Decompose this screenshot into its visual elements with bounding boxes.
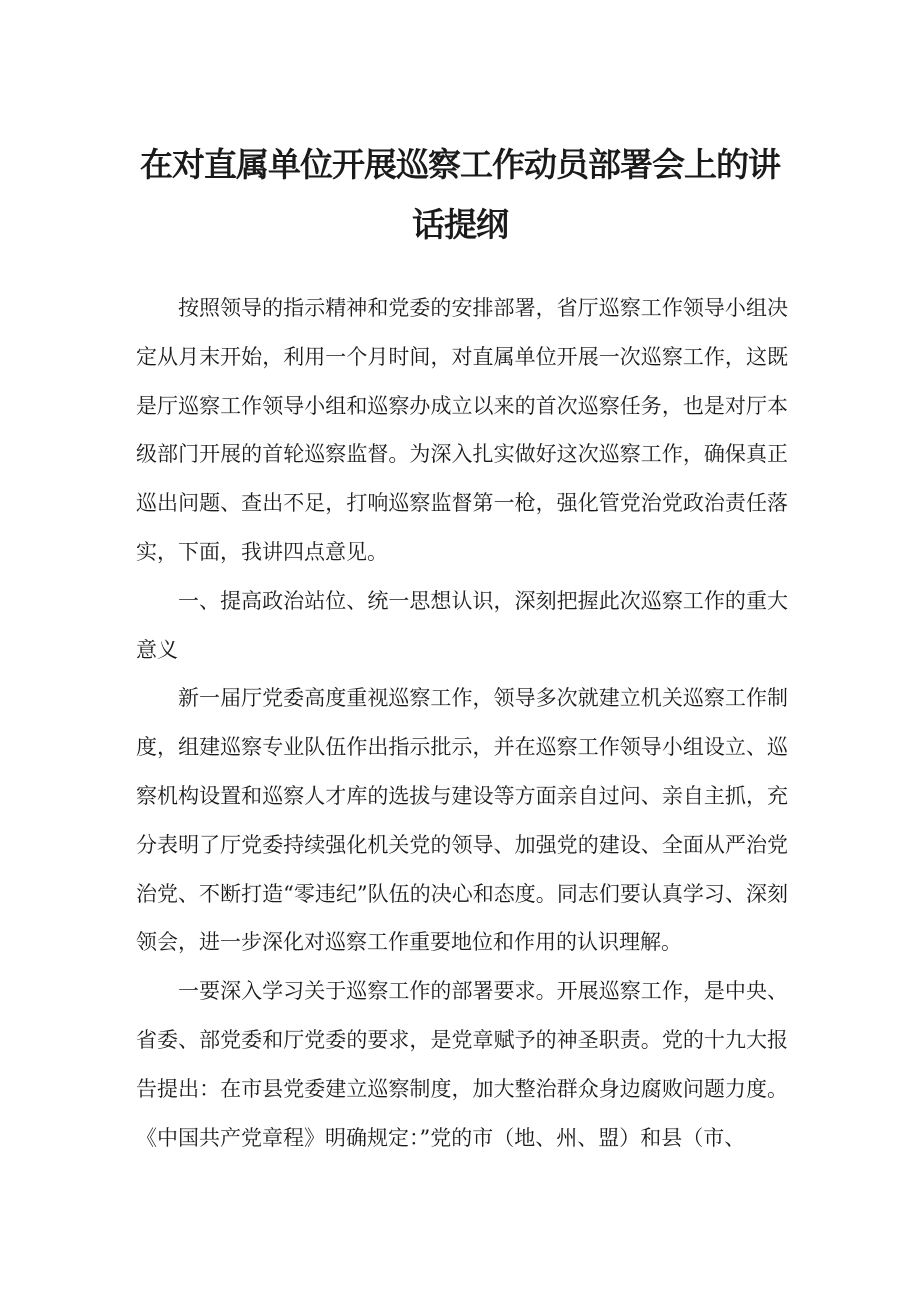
section-heading-1: 一、提高政治站位、统一思想认识，深刻把握此次巡察工作的重大意义: [136, 588, 788, 662]
document-title-line-1: 在对直属单位开展巡察工作动员部署会上的讲: [140, 145, 780, 184]
document-title-line-2: 话提纲: [412, 205, 508, 244]
paragraph-intro: 按照领导的指示精神和党委的安排部署，省厅巡察工作领导小组决定从月末开始，利用一个月时间，对直属单位开展一次巡察工作，这既是厅巡察工作领导小组和巡察办成立以来的首次巡察任务，也是对厅本级部门开展的首轮巡察监督。为深入扎实做好这次巡察工作，确保真正巡出问题、查出不足，打响巡察监督第一枪，强化管党治党政治责任落实，下面，我讲四点意见。: [136, 296, 788, 564]
paragraph-section-1: 新一届厅党委高度重视巡察工作，领导多次就建立机关巡察工作制度，组建巡察专业队伍作出指示批示，并在巡察工作领导小组设立、巡察机构设置和巡察人才库的选拔与建设等方面亲自过问、亲自主抓，充分表明了厅党委持续强化机关党的领导、加强党的建设、全面从严治党治党、不断打造“零违纪”队伍的决心和态度。同志们要认真学习、深刻领会，进一步深化对巡察工作重要地位和作用的认识理解。: [136, 686, 788, 955]
paragraph-point-1: 一要深入学习关于巡察工作的部署要求。开展巡察工作，是中央、省委、部党委和厅党委的要求，是党章赋予的神圣职责。党的十九大报告提出：在市县党委建立巡察制度，加大整治群众身边腐败问题力度。《中国共产党章程》明确规定：”党的市（地、州、盟）和县（市、: [136, 979, 788, 1150]
document-body: [136, 284, 788, 1162]
